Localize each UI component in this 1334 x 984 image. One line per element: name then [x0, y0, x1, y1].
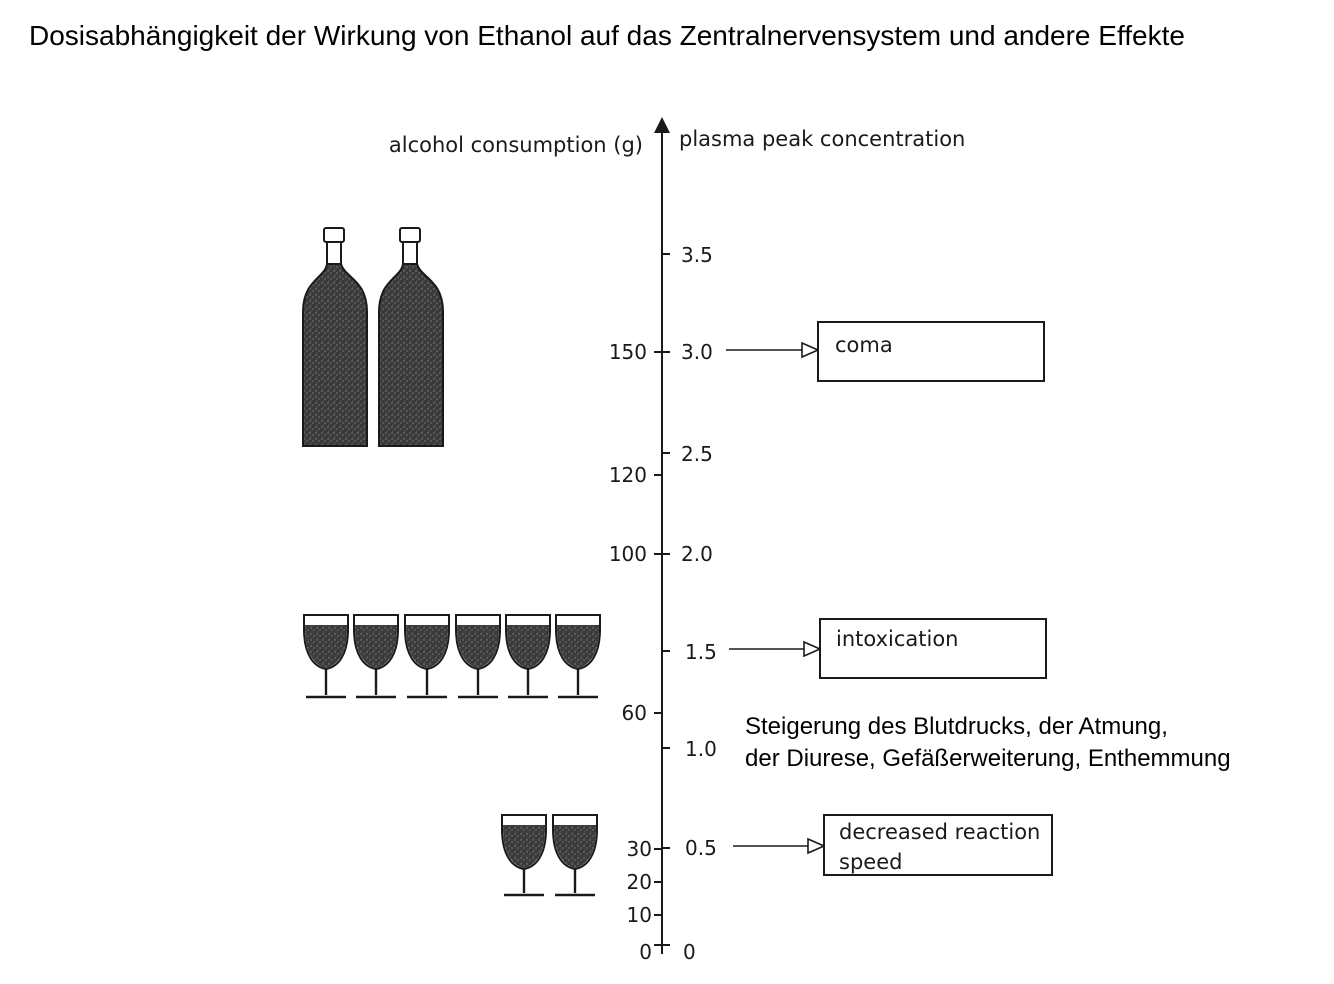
label-coma: coma — [835, 333, 893, 357]
left-tick-120: 120 — [608, 463, 647, 487]
effect-intoxication — [729, 619, 1046, 678]
bottle-icon — [303, 228, 367, 446]
wine-glass-icon — [553, 815, 597, 895]
wine-glass-icon — [502, 815, 546, 895]
arrowhead-decreased-reaction — [808, 839, 824, 853]
right-ticks — [662, 243, 717, 964]
left-ticks — [609, 340, 662, 964]
right-tick-3.0: 3.0 — [681, 340, 713, 364]
wine-glass-icon — [405, 615, 449, 697]
arrowhead-coma — [802, 343, 818, 357]
effects-annotation-line2: der Diurese, Gefäßerweiterung, Enthemmung — [745, 745, 1231, 772]
wine-glass-icon — [304, 615, 348, 697]
wine-glass-icon — [456, 615, 500, 697]
left-tick-20: 20 — [626, 870, 652, 894]
right-tick-1.0: 1.0 — [685, 737, 717, 761]
axis-arrowhead — [654, 117, 670, 133]
right-axis-label: plasma peak concentration — [679, 127, 966, 151]
right-tick-0: 0 — [683, 940, 696, 964]
left-tick-0: 0 — [639, 940, 652, 964]
arrowhead-intoxication — [804, 642, 820, 656]
right-tick-3.5: 3.5 — [681, 243, 713, 267]
page-title: Dosisabhängigkeit der Wirkung von Ethanol auf das Zentralnervensystem und andere Effekte — [29, 20, 1185, 51]
label-intoxication: intoxication — [836, 627, 959, 651]
effects-annotation-line1: Steigerung des Blutdrucks, der Atmung, — [745, 713, 1168, 740]
wine-glass-icon — [506, 615, 550, 697]
glasses-row-lower — [502, 815, 597, 895]
right-tick-1.5: 1.5 — [685, 640, 717, 664]
effects-annotation — [745, 711, 1231, 775]
left-axis-label: alcohol consumption (g) — [388, 133, 643, 157]
right-tick-2.5: 2.5 — [681, 442, 713, 466]
effect-decreased-reaction-speed — [733, 815, 1052, 875]
left-tick-100: 100 — [608, 542, 647, 566]
left-tick-30: 30 — [626, 837, 652, 861]
wine-glass-icon — [556, 615, 600, 697]
left-tick-10: 10 — [626, 903, 652, 927]
left-tick-60: 60 — [621, 701, 647, 725]
label-decreased-reaction-line1: decreased reaction — [839, 820, 1041, 844]
effect-coma — [726, 322, 1044, 381]
bottles-illustration — [303, 228, 443, 446]
glasses-row-upper — [304, 615, 600, 697]
left-tick-150: 150 — [608, 340, 647, 364]
label-decreased-reaction-line2: speed — [839, 850, 903, 874]
bottle-icon — [379, 228, 443, 446]
right-tick-2.0: 2.0 — [681, 542, 713, 566]
wine-glass-icon — [354, 615, 398, 697]
right-tick-0.5: 0.5 — [685, 836, 717, 860]
